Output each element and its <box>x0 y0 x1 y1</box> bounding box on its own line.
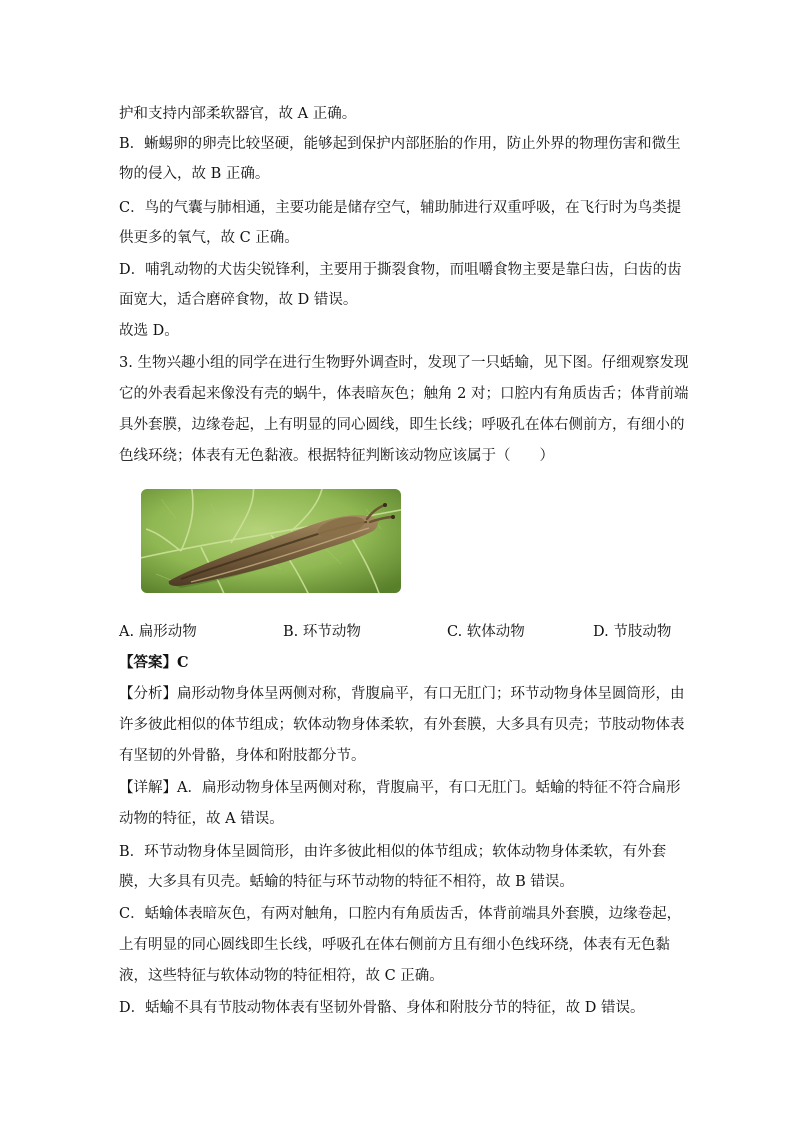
question-stem-line: 具外套膜，边缘卷起，上有明显的同心圆线，即生长线；呼吸孔在体右侧前方，有细小的 <box>119 417 685 433</box>
question-stem-line: 色线环绕；体表有无色黏液。根据特征判断该动物应该属于（ ） <box>119 448 554 464</box>
detail-line: 【详解】A．扁形动物身体呈两侧对称，背腹扁平，有口无肛门。蛞蝓的特征不符合扁形 <box>119 780 681 796</box>
option-b: B. 环节动物 <box>283 624 361 640</box>
detail-line: 动物的特征，故 A 错误。 <box>119 811 284 827</box>
detail-line: 上有明显的同心圆线即生长线，呼吸孔在体右侧前方且有细小色线环绕，体表有无色黏 <box>119 937 670 953</box>
detail-line: C．蛞蝓体表暗灰色，有两对触角，口腔内有角质齿舌，体背前端具外套膜，边缘卷起， <box>119 906 682 922</box>
text-line: B．蜥蜴卵的卵壳比较坚硬，能够起到保护内部胚胎的作用，防止外界的物理伤害和微生 <box>119 136 681 152</box>
text-line: 故选 D。 <box>119 323 179 339</box>
text-line: D．哺乳动物的犬齿尖锐锋利，主要用于撕裂食物，而咀嚼食物主要是靠臼齿，臼齿的齿 <box>119 262 682 278</box>
answer-line: 【答案】C <box>119 654 189 671</box>
detail-line: 膜，大多具有贝壳。蛞蝓的特征与环节动物的特征不相符，故 B 错误。 <box>119 874 574 890</box>
analysis-line: 许多彼此相似的体节组成；软体动物身体柔软，有外套膜，大多具有贝壳；节肢动物体表 <box>119 717 685 733</box>
option-d: D. 节肢动物 <box>593 624 672 640</box>
text-line: 供更多的氧气，故 C 正确。 <box>119 230 299 246</box>
text-line: 面宽大，适合磨碎食物，故 D 错误。 <box>119 292 358 308</box>
text-line: 护和支持内部柔软器官，故 A 正确。 <box>119 106 357 122</box>
slug-photo <box>141 489 401 593</box>
detail-line: B．环节动物身体呈圆筒形，由许多彼此相似的体节组成；软体动物身体柔软，有外套 <box>119 844 667 860</box>
option-c: C. 软体动物 <box>447 624 525 640</box>
text-line: C．鸟的气囊与肺相通，主要功能是储存空气，辅助肺进行双重呼吸，在飞行时为鸟类提 <box>119 200 682 216</box>
question-stem-line: 3. 生物兴趣小组的同学在进行生物野外调查时，发现了一只蛞蝓，见下图。仔细观察发现 <box>119 355 689 371</box>
option-a: A. 扁形动物 <box>119 624 197 640</box>
detail-line: D．蛞蝓不具有节肢动物体表有坚韧外骨骼、身体和附肢分节的特征，故 D 错误。 <box>119 1000 645 1016</box>
analysis-line: 【分析】扁形动物身体呈两侧对称，背腹扁平，有口无肛门；环节动物身体呈圆筒形，由 <box>119 686 685 702</box>
detail-line: 液，这些特征与软体动物的特征相符，故 C 正确。 <box>119 968 444 984</box>
text-line: 物的侵入，故 B 正确。 <box>119 166 270 182</box>
question-stem-line: 它的外表看起来像没有壳的蜗牛，体表暗灰色；触角 2 对；口腔内有角质齿舌；体背前端 <box>119 386 689 402</box>
analysis-line: 有坚韧的外骨骼，身体和附肢都分节。 <box>119 748 366 764</box>
